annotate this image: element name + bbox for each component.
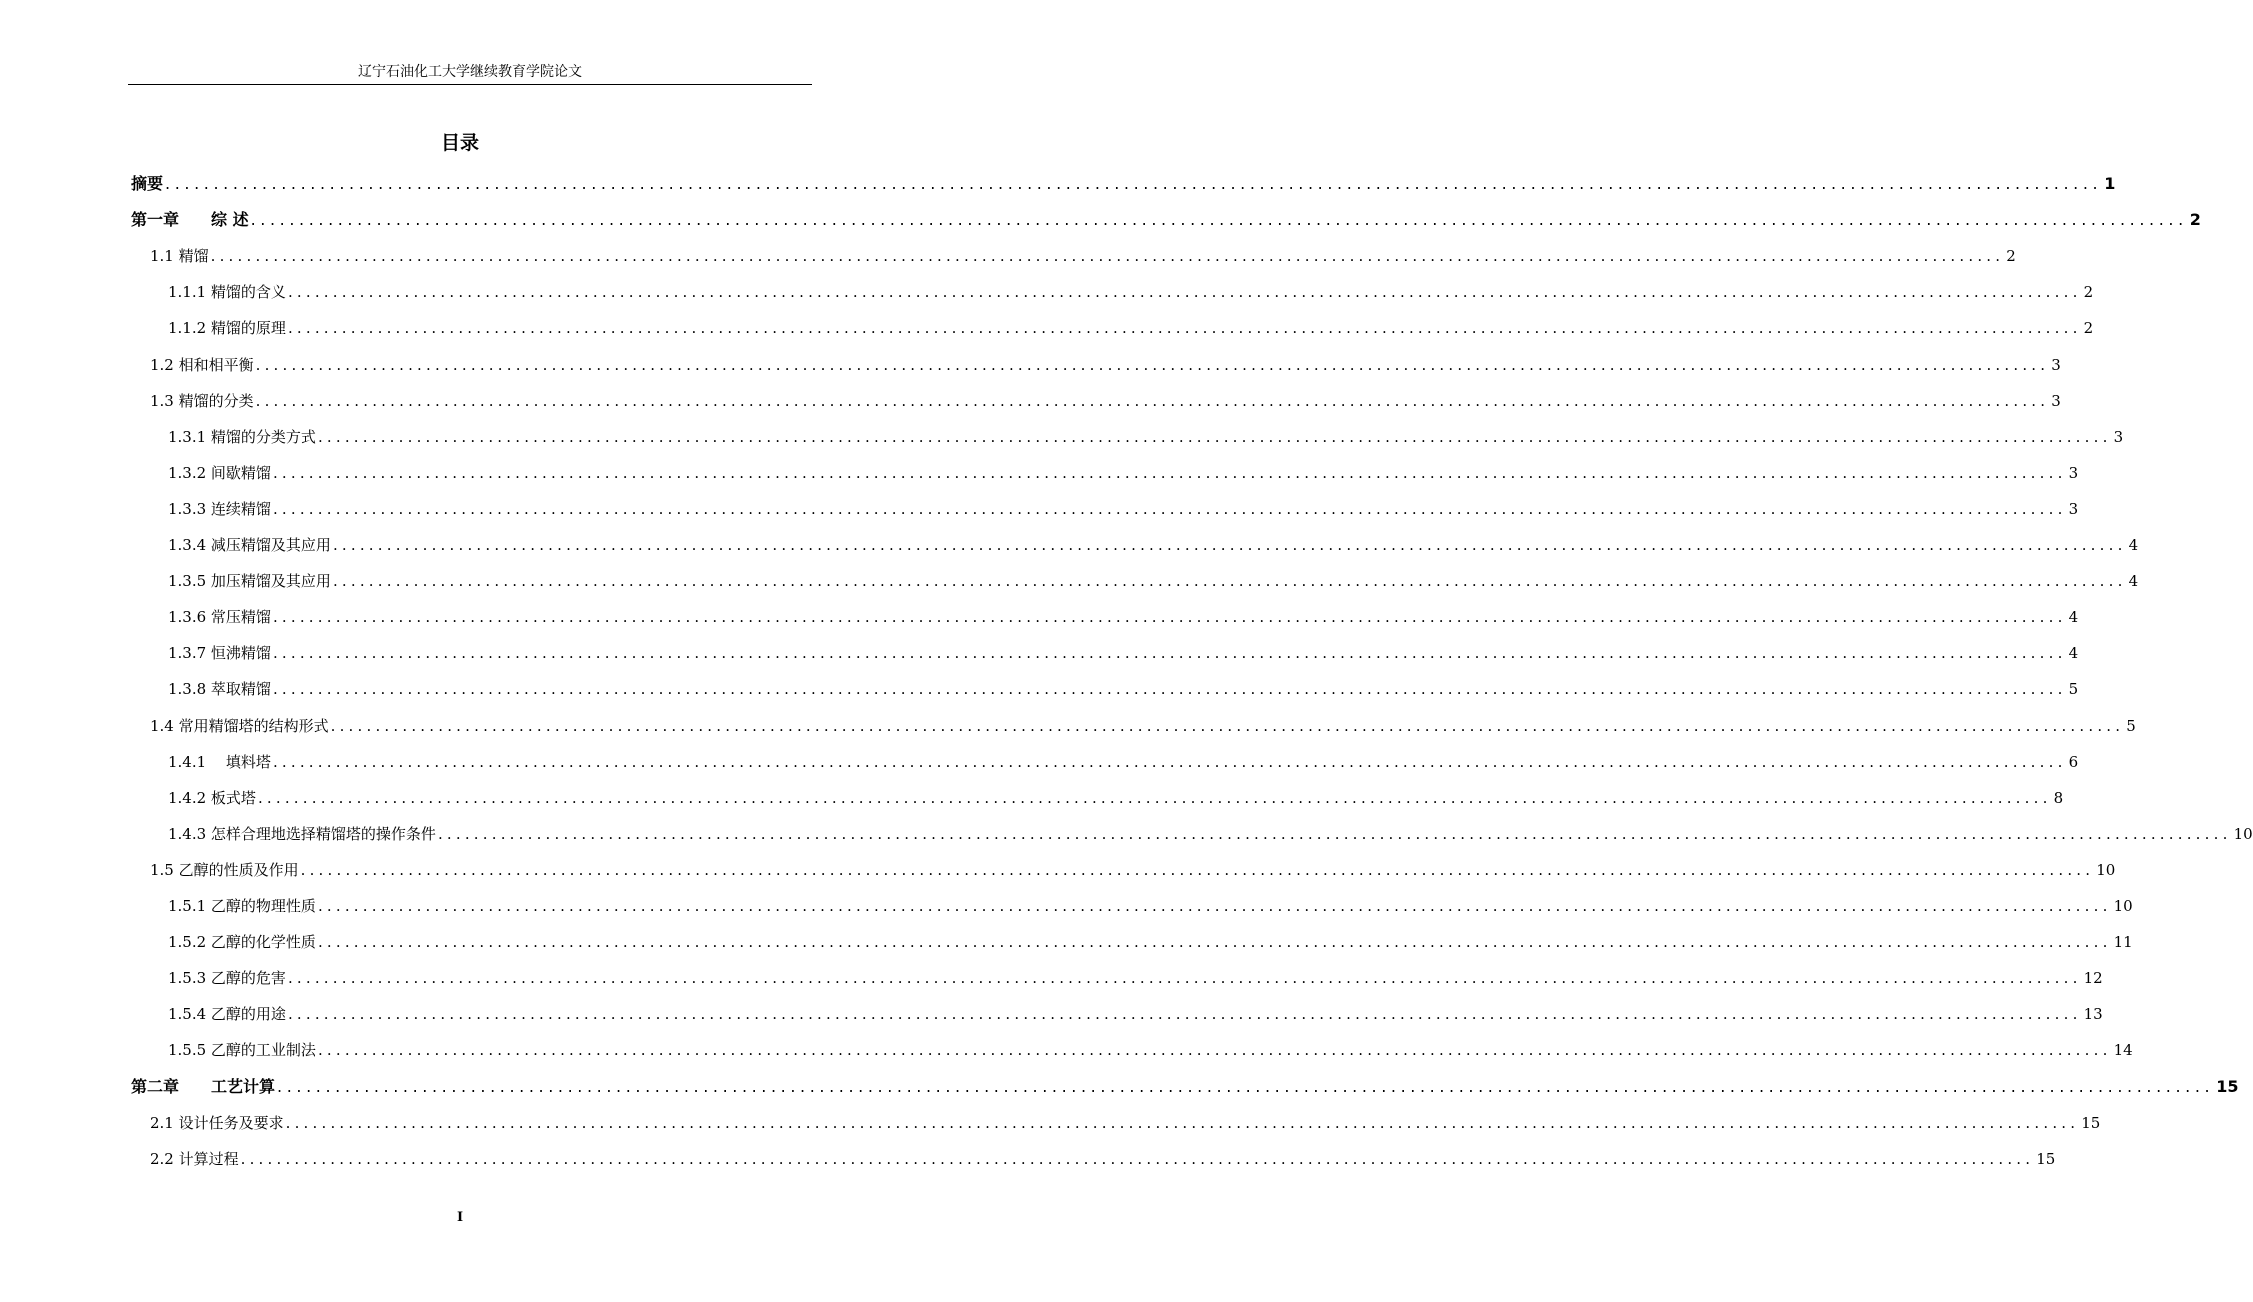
toc-entry-page: 3 bbox=[2051, 392, 2061, 410]
toc-entry-label: 2.1 设计任务及要求 bbox=[150, 1114, 284, 1132]
toc-entry-label: 摘要 bbox=[131, 174, 164, 193]
toc-entry-page: 4 bbox=[2068, 644, 2079, 662]
toc-entry[interactable] bbox=[168, 930, 2133, 954]
toc-entry-label: 1.3.2 间歇精馏 bbox=[168, 464, 271, 482]
toc-entry-page: 4 bbox=[2128, 536, 2139, 554]
dot-leader: ........................................................................................................................................................................................................ bbox=[240, 1150, 2035, 1168]
toc-entry-label: 1.3.4 减压精馏及其应用 bbox=[168, 536, 331, 554]
dot-leader: ........................................................................................................................................................................................................ bbox=[300, 861, 2095, 879]
toc-entry-label: 1.5.4 乙醇的用途 bbox=[168, 1005, 286, 1023]
toc-entry-label: 1.3.1 精馏的分类方式 bbox=[168, 428, 316, 446]
toc-entry[interactable] bbox=[168, 533, 2139, 557]
dot-leader: ........................................................................................................................................................................................................ bbox=[272, 680, 2067, 698]
toc-entry-label: 1.2 相和相平衡 bbox=[150, 356, 254, 374]
toc-entry-label: 1.3 精馏的分类 bbox=[150, 392, 254, 410]
dot-leader: ........................................................................................................................................................................................................ bbox=[437, 825, 2232, 843]
toc-entry-label: 1.5.2 乙醇的化学性质 bbox=[168, 933, 316, 951]
toc-entry[interactable] bbox=[168, 786, 2064, 810]
toc-entry-label: 第二章 工艺计算 bbox=[131, 1077, 276, 1096]
dot-leader: ........................................................................................................................................................................................................ bbox=[272, 753, 2067, 771]
toc-entry-page: 15 bbox=[2216, 1077, 2239, 1096]
toc-entry-label: 1.1.1 精馏的含义 bbox=[168, 283, 286, 301]
toc-entry[interactable] bbox=[150, 858, 2116, 882]
toc-entry-page: 11 bbox=[2113, 933, 2133, 951]
toc-entry-page: 2 bbox=[2083, 319, 2094, 337]
toc-entry-label: 第一章 综 述 bbox=[131, 210, 249, 229]
toc-entry-page: 14 bbox=[2113, 1041, 2133, 1059]
toc-entry-label: 1.4 常用精馏塔的结构形式 bbox=[150, 717, 329, 735]
toc-entry[interactable] bbox=[168, 569, 2139, 593]
toc-entry-label: 1.5 乙醇的性质及作用 bbox=[150, 861, 299, 879]
toc-entry[interactable] bbox=[168, 1038, 2133, 1062]
toc-entry[interactable] bbox=[168, 641, 2079, 665]
toc-entry-page: 12 bbox=[2083, 969, 2103, 987]
dot-leader: ........................................................................................................................................................................................................ bbox=[287, 1005, 2082, 1023]
toc-entry[interactable] bbox=[168, 894, 2133, 918]
toc-entry[interactable] bbox=[150, 389, 2061, 413]
toc-entry-label: 1.1.2 精馏的原理 bbox=[168, 319, 286, 337]
toc-entry-page: 2 bbox=[2083, 283, 2094, 301]
dot-leader: ........................................................................................................................................................................................................ bbox=[332, 536, 2127, 554]
toc-entry[interactable] bbox=[150, 1147, 2056, 1171]
toc-entry-page: 10 bbox=[2096, 861, 2116, 879]
toc-entry-page: 5 bbox=[2126, 717, 2136, 735]
toc-entry-label: 1.5.1 乙醇的物理性质 bbox=[168, 897, 316, 915]
dot-leader: ........................................................................................................................................................................................................ bbox=[317, 428, 2112, 446]
toc-entry-page: 2 bbox=[2189, 210, 2201, 229]
toc-entry-page: 2 bbox=[2006, 247, 2016, 265]
toc-entry-label: 1.3.5 加压精馏及其应用 bbox=[168, 572, 331, 590]
toc-entry-page: 6 bbox=[2068, 753, 2079, 771]
toc-entry-page: 3 bbox=[2051, 356, 2061, 374]
toc-entry-page: 4 bbox=[2128, 572, 2139, 590]
toc-entry-label: 1.4.3 怎样合理地选择精馏塔的操作条件 bbox=[168, 825, 436, 843]
toc-entry-label: 1.3.7 恒沸精馏 bbox=[168, 644, 271, 662]
dot-leader: ........................................................................................................................................................................................................ bbox=[210, 247, 2005, 265]
toc-entry[interactable] bbox=[168, 966, 2103, 990]
dot-leader: ........................................................................................................................................................................................................ bbox=[255, 392, 2050, 410]
dot-leader: ........................................................................................................................................................................................................ bbox=[250, 210, 2188, 229]
toc-entry[interactable] bbox=[168, 677, 2079, 701]
toc-entry[interactable] bbox=[168, 461, 2079, 485]
toc-entry-page: 4 bbox=[2068, 608, 2079, 626]
dot-leader: ........................................................................................................................................................................................................ bbox=[257, 789, 2052, 807]
toc-entry-page: 10 bbox=[2233, 825, 2253, 843]
toc-entry-page: 3 bbox=[2068, 500, 2079, 518]
toc-entry-page: 15 bbox=[2081, 1114, 2101, 1132]
toc-entry-label: 1.5.3 乙醇的危害 bbox=[168, 969, 286, 987]
dot-leader: ........................................................................................................................................................................................................ bbox=[272, 464, 2067, 482]
dot-leader: ........................................................................................................................................................................................................ bbox=[287, 969, 2082, 987]
dot-leader: ........................................................................................................................................................................................................ bbox=[317, 897, 2112, 915]
toc-title: 目录 bbox=[440, 132, 479, 154]
toc-entry[interactable] bbox=[168, 605, 2079, 629]
toc-entry[interactable] bbox=[168, 316, 2094, 340]
toc-entry-label: 1.3.3 连续精馏 bbox=[168, 500, 271, 518]
toc-entry-label: 2.2 计算过程 bbox=[150, 1150, 239, 1168]
dot-leader: ........................................................................................................................................................................................................ bbox=[332, 572, 2127, 590]
toc-entry-page: 15 bbox=[2036, 1150, 2056, 1168]
toc-entry[interactable] bbox=[131, 208, 2201, 232]
toc-entry-page: 1 bbox=[2104, 174, 2116, 193]
toc-entry[interactable] bbox=[150, 244, 2016, 268]
toc-entry[interactable] bbox=[150, 1111, 2101, 1135]
toc-entry[interactable] bbox=[168, 497, 2079, 521]
toc-entry[interactable] bbox=[150, 714, 2136, 738]
toc-entry[interactable] bbox=[131, 172, 2116, 196]
dot-leader: ........................................................................................................................................................................................................ bbox=[272, 500, 2067, 518]
dot-leader: ........................................................................................................................................................................................................ bbox=[272, 608, 2067, 626]
toc-entry-label: 1.3.8 萃取精馏 bbox=[168, 680, 271, 698]
toc-entry-label: 1.4.1 填料塔 bbox=[168, 753, 271, 771]
toc-entry[interactable] bbox=[150, 353, 2061, 377]
dot-leader: ........................................................................................................................................................................................................ bbox=[317, 1041, 2112, 1059]
toc-entry[interactable] bbox=[168, 822, 2253, 846]
toc-entry[interactable] bbox=[168, 425, 2124, 449]
toc-entry-label: 1.1 精馏 bbox=[150, 247, 209, 265]
toc-entry-page: 10 bbox=[2113, 897, 2133, 915]
dot-leader: ........................................................................................................................................................................................................ bbox=[255, 356, 2050, 374]
dot-leader: ........................................................................................................................................................................................................ bbox=[317, 933, 2112, 951]
toc-entry-label: 1.4.2 板式塔 bbox=[168, 789, 256, 807]
toc-entry[interactable] bbox=[168, 1002, 2103, 1026]
toc-entry[interactable] bbox=[168, 280, 2094, 304]
dot-leader: ........................................................................................................................................................................................................ bbox=[277, 1077, 2215, 1096]
dot-leader: ........................................................................................................................................................................................................ bbox=[272, 644, 2067, 662]
toc-entry-label: 1.5.5 乙醇的工业制法 bbox=[168, 1041, 316, 1059]
toc-entry[interactable] bbox=[168, 750, 2079, 774]
toc-entry-page: 5 bbox=[2068, 680, 2079, 698]
toc-entry-label: 1.3.6 常压精馏 bbox=[168, 608, 271, 626]
toc-entry-page: 3 bbox=[2068, 464, 2079, 482]
dot-leader: ........................................................................................................................................................................................................ bbox=[287, 283, 2082, 301]
running-header: 辽宁石油化工大学继续教育学院论文 bbox=[358, 64, 582, 80]
toc-entry[interactable] bbox=[131, 1075, 2239, 1099]
dot-leader: ........................................................................................................................................................................................................ bbox=[330, 717, 2125, 735]
page-number: I bbox=[456, 1210, 464, 1225]
toc-entry-page: 8 bbox=[2053, 789, 2064, 807]
dot-leader: ........................................................................................................................................................................................................ bbox=[285, 1114, 2080, 1132]
dot-leader: ........................................................................................................................................................................................................ bbox=[287, 319, 2082, 337]
dot-leader: ........................................................................................................................................................................................................ bbox=[165, 174, 2103, 193]
toc-entry-page: 3 bbox=[2113, 428, 2124, 446]
toc-entry-page: 13 bbox=[2083, 1005, 2103, 1023]
